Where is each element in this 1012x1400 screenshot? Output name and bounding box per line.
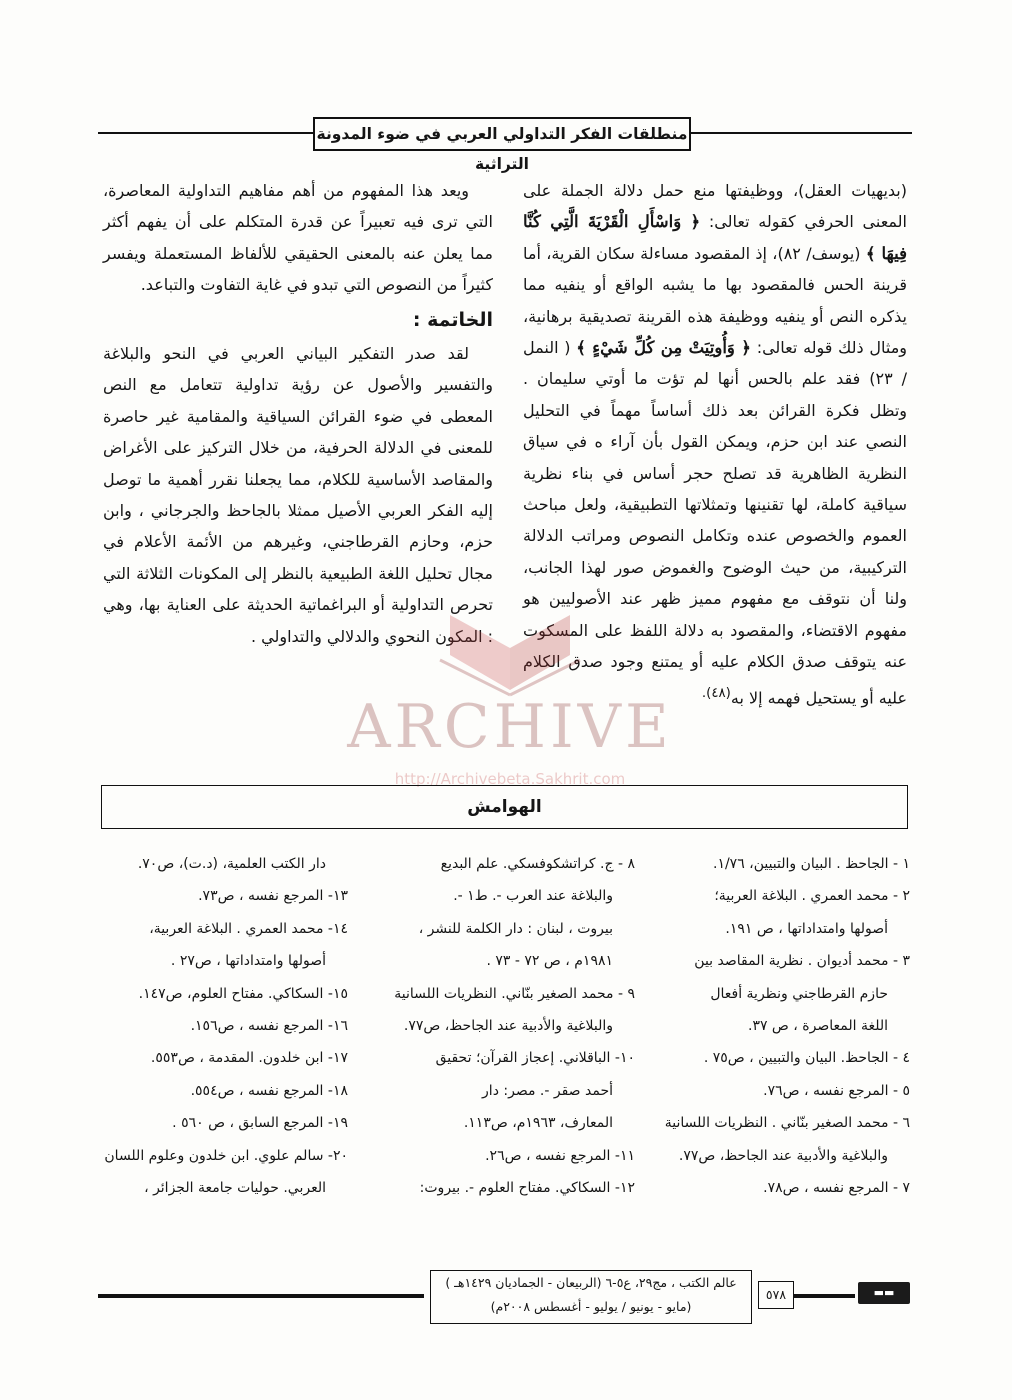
footnote-line: ١٩٨١م ، ص ٧٢ - ٧٣ . xyxy=(486,953,613,970)
footnote-line: حازم القرطاجني ونظرية أفعال xyxy=(710,985,888,1002)
footnote-line: أحمد صقر -. مصر: دار xyxy=(482,1082,613,1099)
footnote-line: ١١- المرجع نفسه ، ص٢٦. xyxy=(485,1147,635,1164)
quran-verse: ﴿ وَأُوتِيَتْ مِن كُلِّ شَيْءٍ ﴾ xyxy=(576,338,751,358)
body-paragraph: لقد صدر التفكير البياني العربي في النحو والبلاغة والتفسير والأصول عن رؤية تداولية تتعامل مع النص المعطى في ضوء القرائن السياقية والمقامية غير حاصرة للمعنى في الدلالة الحرفية، من خلال التركيز على الأغراض والمقاصد الأساسية للكلام، مما يجعلنا نقرر أهمية ما توصل إليه الفكر العربي الأصيل ممثلا بالجاحظ والجرجاني ، وابن حزم، وحازم القرطاجني، وغيرهم من الأئمة الأعلام في مجال تحليل اللغة الطبيعية بالنظر إلى المكونات الثلاثة التي تحرص التداولية أو البراغماتية الحديثة على العناية بها، وهي : المكون النحوي والدلالي والتداولي . xyxy=(103,344,493,646)
footnote-line: ٥ - المرجع نفسه ، ص٧٦. xyxy=(763,1082,910,1099)
footnote-line: اللغة المعاصرة ، ص ٣٧. xyxy=(747,1018,888,1035)
body-text: (بديهيات العقل)، ووظيفتها منع حمل دلالة الجملة على المعنى الحرفي كقوله تعالى: xyxy=(523,181,907,232)
footnote-line: ٦ - محمد الصغير بنّاني . النظريات اللسانية xyxy=(664,1115,910,1132)
footer-rule xyxy=(98,1294,424,1298)
footnote-line: ٤ - الجاحظ. البيان والتبيين ، ص٧٥ . xyxy=(703,1050,910,1067)
footnote-line: والبلاغة عند العرب -. ط١ -. xyxy=(453,888,613,905)
footnote-line: ١٨- المرجع نفسه ، ص٥٥٤. xyxy=(190,1082,348,1099)
footnote-line: دار الكتب العلمية، (د.ت)، ص٧٠. xyxy=(137,856,326,872)
footnote-line: ١٥- السكاكي. مفتاح العلوم، ص١٤٧. xyxy=(138,985,348,1002)
footnote-line: بيروت ، لبنان : دار الكلمة للنشر ، xyxy=(418,920,613,937)
body-column-left xyxy=(103,175,493,652)
footnote-line: والبلاغية والأدبية عند الجاحظ، ص٧٧. xyxy=(403,1018,613,1035)
page-number: ٥٧٨ xyxy=(758,1281,794,1309)
footnote-line: ٣ - محمد أديوان . نظرية المقاصد بين xyxy=(694,953,910,970)
journal-logo-icon: ▬▬ xyxy=(858,1282,910,1304)
footnote-line: ١٣- المرجع نفسه ، ص٧٣. xyxy=(198,888,348,905)
footnote-line: والبلاغية والأدبية عند الجاحظ، ص٧٧. xyxy=(678,1147,888,1164)
journal-line: عالم الكتب ، مج٢٩، ع٥-٦ (الربيعان - الجماديان ١٤٢٩هـ ) xyxy=(445,1275,737,1290)
footnote-line: ١٧- ابن خلدون. المقدمة ، ص٥٥٣. xyxy=(150,1050,348,1067)
footnotes-column-middle xyxy=(373,848,635,1204)
footnote-line: ٧ - المرجع نفسه ، ص٧٨. xyxy=(763,1180,910,1197)
footnotes-column-left xyxy=(98,848,348,1204)
footnote-line: ١٤- محمد العمري . البلاغة العربية، xyxy=(149,920,348,937)
quran-verse: ﴿ وَاسْأَلِ الْقَرْيَةَ الَّتِي كُنَّا فِيهَا ﴾ xyxy=(523,212,908,263)
footnote-line: أصولها وامتداداتها ، ص٢٧ . xyxy=(170,953,326,970)
footnote-line: العربي. حوليات جامعة الجزائر ، xyxy=(144,1180,326,1197)
footnotes-column-right xyxy=(655,848,910,1204)
body-text: (يوسف/ ٨٢)، إذ المقصود مساءلة سكان القرية، أما قرينة الحس فالمقصود بها ما يشبه الواقع أو ينفيه مما يذكره النص أو ينفيه ووظيفة هذه القرينة تصديقية برهانية، ومثال ذلك قوله تعالى: xyxy=(523,243,908,358)
journal-citation xyxy=(430,1270,752,1324)
footnote-line: ٢٠- سالم علوي. ابن خلدون وعلوم اللسان xyxy=(104,1147,348,1164)
body-paragraph xyxy=(523,175,907,713)
body-column-right xyxy=(523,175,907,713)
footnote-line: ١٦- المرجع نفسه ، ص١٥٦. xyxy=(190,1018,348,1035)
body-paragraph: ويعد هذا المفهوم من أهم مفاهيم التداولية المعاصرة، التي ترى فيه تعبيراً عن قدرة المتكلم على أن يفهم أكثر مما يعلن عنه بالمعنى الحقيقي للألفاظ المستعملة ويفسر كثيراً من النصوص التي تبدو في غاية التفاوت والتباعد. xyxy=(103,181,493,295)
footnote-line: ١٩- المرجع السابق ، ص ٥٦٠ . xyxy=(172,1115,348,1132)
footnotes-heading: الهوامش xyxy=(101,785,908,829)
footnote-line: أصولها وامتداداتها ، ص ١٩١. xyxy=(725,920,888,937)
watermark-url: http://Archivebeta.Sakhrit.com xyxy=(394,770,626,788)
section-heading: الخاتمة : xyxy=(412,308,493,331)
footnote-line: ١٠- الباقلاني. إعجاز القرآن؛ تحقيق xyxy=(435,1050,635,1067)
running-header: منطلقات الفكر التداولي العربي في ضوء المدونة التراثية xyxy=(313,117,691,151)
footnote-line: ١ - الجاحظ . البيان والتبيين، ١/٧٦. xyxy=(712,856,910,872)
footnote-line: المعارف، ١٩٦٣م، ص١١٣. xyxy=(463,1115,613,1132)
journal-line: (مايو - يونيو / يوليو - أغسطس ٢٠٠٨م) xyxy=(490,1299,692,1314)
footer-rule xyxy=(793,1294,855,1298)
footnote-line: ٩ - محمد الصغير بنّاني. النظريات اللسانية xyxy=(394,985,635,1002)
footnote-line: ٨ - ج. كراتشكوفسكي. علم البديع xyxy=(440,856,635,872)
body-text: ( النمل / ٢٣) فقد علم بالحس أنها لم تؤت ما أوتي سليمان . وتظل فكرة القرائن بعد ذلك أساساً مهماً في التحليل النصي عند ابن حزم، ويمكن القول بأن آراء ه في سياق النظرية الظاهرية قد تصلح حجر أساس في بناء نظرية سياقية كاملة، لها تقنينها وتمثلاتها التطبيقية، ولعل مباحث العموم والخصوص عنده وتكامل النصوص ومراتب الدلالة التركيبية، من حيث الوضوح والغموض صور لهذا الجانب، ولنا أن نتوقف مع مفهوم مميز ظهر عند الأصوليين هو مفهوم الاقتضاء، والمقصود به دلالة اللفظ على المسكوت عنه يتوقف صدق الكلام عليه أو يمتنع وجود صدق الكلام عليه أو يستحيل فهمه إلا به xyxy=(523,338,907,707)
footnote-line: ١٢- السكاكي. مفتاح العلوم -. بيروت: xyxy=(419,1180,635,1197)
footnote-ref: (٤٨). xyxy=(701,685,731,701)
watermark-text: ARCHIVE xyxy=(347,692,673,762)
footnote-line: ٢ - محمد العمري . البلاغة العربية؛ xyxy=(714,888,910,905)
